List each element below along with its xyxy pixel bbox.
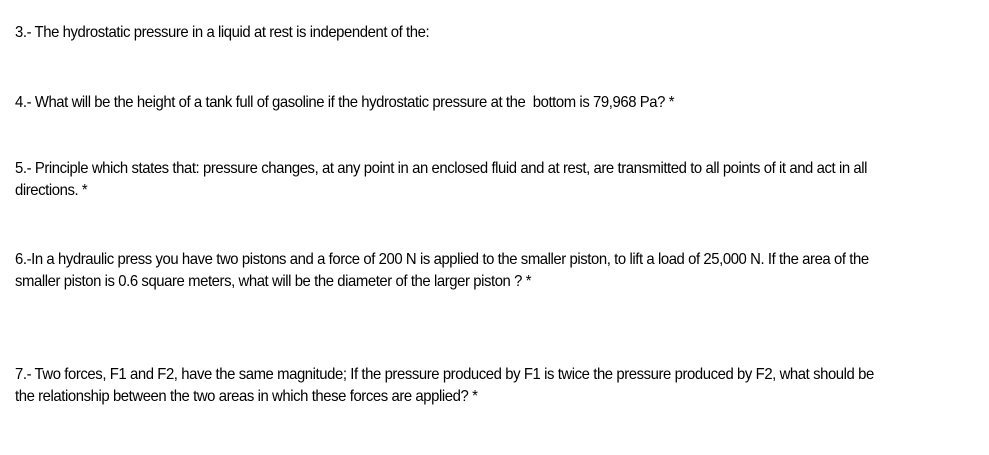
question-4-text: 4.- What will be the height of a tank full of gasoline if the hydrostatic pressure at the bottom is 79,968 Pa? * [15, 94, 675, 111]
question-3-text: 3.- The hydrostatic pressure in a liquid at rest is independent of the: [15, 24, 430, 41]
question-5-text: 5.- Principle which states that: pressure changes, at any point in an enclosed fluid and at rest, are transmitted to all points of it and act in all directions. * [15, 160, 868, 199]
question-7-text: 7.- Two forces, F1 and F2, have the same magnitude; If the pressure produced by F1 is twice the pressure produced by F2, what should be the relationship between the two areas in which these forces are applied? * [15, 366, 874, 405]
question-6-text: 6.-In a hydraulic press you have two pistons and a force of 200 N is applied to the smaller piston, to lift a load of 25,000 N. If the area of the smaller piston is 0.6 square meters, what will be the diameter of the larger piston ? * [15, 251, 869, 290]
